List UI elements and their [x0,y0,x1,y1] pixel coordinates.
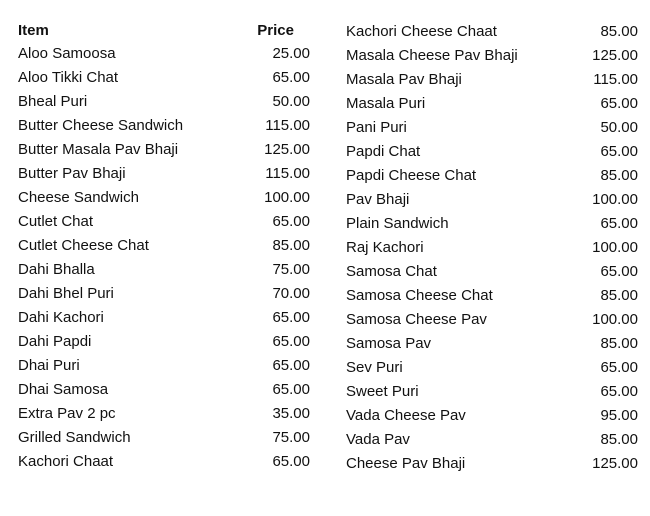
menu-item-name: Aloo Tikki Chat [18,69,119,86]
menu-item-row [18,330,310,354]
menu-item-row [346,380,638,404]
menu-item-name: Samosa Pav [346,335,432,352]
menu-item-name: Dahi Bhalla [18,261,95,278]
menu-item-name: Pani Puri [346,119,407,136]
menu-item-name: Samosa Chat [346,263,437,280]
menu-item-price: 65.00 [272,453,310,470]
menu-item-row [18,114,310,138]
menu-item-price: 85.00 [272,237,310,254]
menu-item-price: 65.00 [600,263,638,280]
menu-item-row [18,42,310,66]
menu-item-price: 65.00 [272,309,310,326]
menu-item-name: Aloo Samoosa [18,45,116,62]
menu-item-price: 100.00 [592,191,638,208]
menu-item-row [346,140,638,164]
menu-item-name: Sev Puri [346,359,403,376]
menu-item-row [346,428,638,452]
menu-item-price: 85.00 [600,167,638,184]
item-column-header: Item [18,22,49,39]
menu-list-right [346,20,638,476]
menu-item-name: Dahi Kachori [18,309,104,326]
menu-item-row [18,258,310,282]
menu-item-row [18,282,310,306]
menu-item-row [346,404,638,428]
menu-item-name: Sweet Puri [346,383,419,400]
menu-item-price: 75.00 [272,429,310,446]
menu-item-price: 100.00 [592,311,638,328]
menu-column-left [18,20,310,474]
menu-item-row [18,162,310,186]
menu-item-name: Vada Cheese Pav [346,407,466,424]
menu-item-row [18,354,310,378]
menu-column-right [346,20,638,476]
menu-item-row [346,260,638,284]
menu-item-price: 65.00 [600,359,638,376]
menu-item-price: 115.00 [265,117,310,134]
menu-item-price: 85.00 [600,431,638,448]
menu-item-price: 25.00 [272,45,310,62]
menu-item-row [18,186,310,210]
menu-item-row [346,68,638,92]
menu-item-price: 115.00 [265,165,310,182]
menu-item-name: Samosa Cheese Pav [346,311,487,328]
menu-item-price: 100.00 [592,239,638,256]
menu-item-name: Dhai Samosa [18,381,109,398]
menu-item-row [346,236,638,260]
menu-item-name: Papdi Cheese Chat [346,167,477,184]
menu-item-price: 35.00 [272,405,310,422]
menu-item-name: Kachori Chaat [18,453,114,470]
menu-item-name: Vada Pav [346,431,410,448]
menu-item-row [18,306,310,330]
menu-item-price: 125.00 [264,141,310,158]
menu-item-name: Butter Cheese Sandwich [18,117,184,134]
menu-list-left [18,42,310,474]
menu-item-name: Dhai Puri [18,357,80,374]
menu-item-row [18,426,310,450]
menu-item-name: Masala Puri [346,95,426,112]
menu-item-row [346,212,638,236]
menu-item-row [346,20,638,44]
price-column-header: Price [257,22,294,39]
menu-item-name: Butter Masala Pav Bhaji [18,141,179,158]
menu-item-name: Papdi Chat [346,143,421,160]
menu-item-name: Dahi Papdi [18,333,92,350]
menu-item-price: 115.00 [593,71,638,88]
menu-item-row [18,138,310,162]
menu-item-price: 85.00 [600,23,638,40]
menu-item-price: 85.00 [600,335,638,352]
column-header-row [18,20,310,42]
menu-item-name: Samosa Cheese Chat [346,287,493,304]
menu-item-price: 65.00 [600,95,638,112]
menu-item-row [346,44,638,68]
menu-item-row [18,378,310,402]
menu-item-price: 125.00 [592,47,638,64]
menu-item-price: 65.00 [272,69,310,86]
menu-item-price: 65.00 [600,383,638,400]
menu-item-price: 100.00 [264,189,310,206]
menu-item-row [346,308,638,332]
menu-item-name: Bheal Puri [18,93,88,110]
menu-item-name: Cutlet Chat [18,213,94,230]
menu-item-name: Masala Cheese Pav Bhaji [346,47,518,64]
menu-item-price: 125.00 [592,455,638,472]
menu-item-name: Grilled Sandwich [18,429,131,446]
menu-item-row [18,234,310,258]
menu-item-price: 65.00 [272,213,310,230]
menu-item-row [346,452,638,476]
menu-item-name: Raj Kachori [346,239,424,256]
menu-item-row [18,450,310,474]
menu-item-row [346,188,638,212]
menu-item-name: Cheese Pav Bhaji [346,455,466,472]
menu-item-name: Plain Sandwich [346,215,449,232]
menu-item-name: Butter Pav Bhaji [18,165,126,182]
menu-item-name: Pav Bhaji [346,191,410,208]
menu-item-row [18,402,310,426]
menu-item-price: 75.00 [272,261,310,278]
menu-item-row [18,90,310,114]
menu-item-price: 85.00 [600,287,638,304]
menu-item-price: 65.00 [600,215,638,232]
menu-item-row [346,164,638,188]
menu-item-name: Extra Pav 2 pc [18,405,116,422]
menu-item-price: 50.00 [600,119,638,136]
menu-item-price: 65.00 [272,381,310,398]
menu-item-name: Cheese Sandwich [18,189,139,206]
menu-item-row [346,116,638,140]
menu-item-price: 65.00 [272,357,310,374]
menu-item-name: Cutlet Cheese Chat [18,237,149,254]
menu-item-row [18,210,310,234]
menu-item-price: 65.00 [272,333,310,350]
menu-item-row [346,92,638,116]
menu-item-price: 95.00 [600,407,638,424]
menu-item-row [346,332,638,356]
menu-item-row [346,356,638,380]
menu-item-name: Dahi Bhel Puri [18,285,114,302]
menu-item-price: 50.00 [272,93,310,110]
menu-item-name: Kachori Cheese Chaat [346,23,497,40]
menu-item-row [18,66,310,90]
menu-item-price: 65.00 [600,143,638,160]
menu-item-name: Masala Pav Bhaji [346,71,462,88]
menu-item-row [346,284,638,308]
menu-item-price: 70.00 [272,285,310,302]
